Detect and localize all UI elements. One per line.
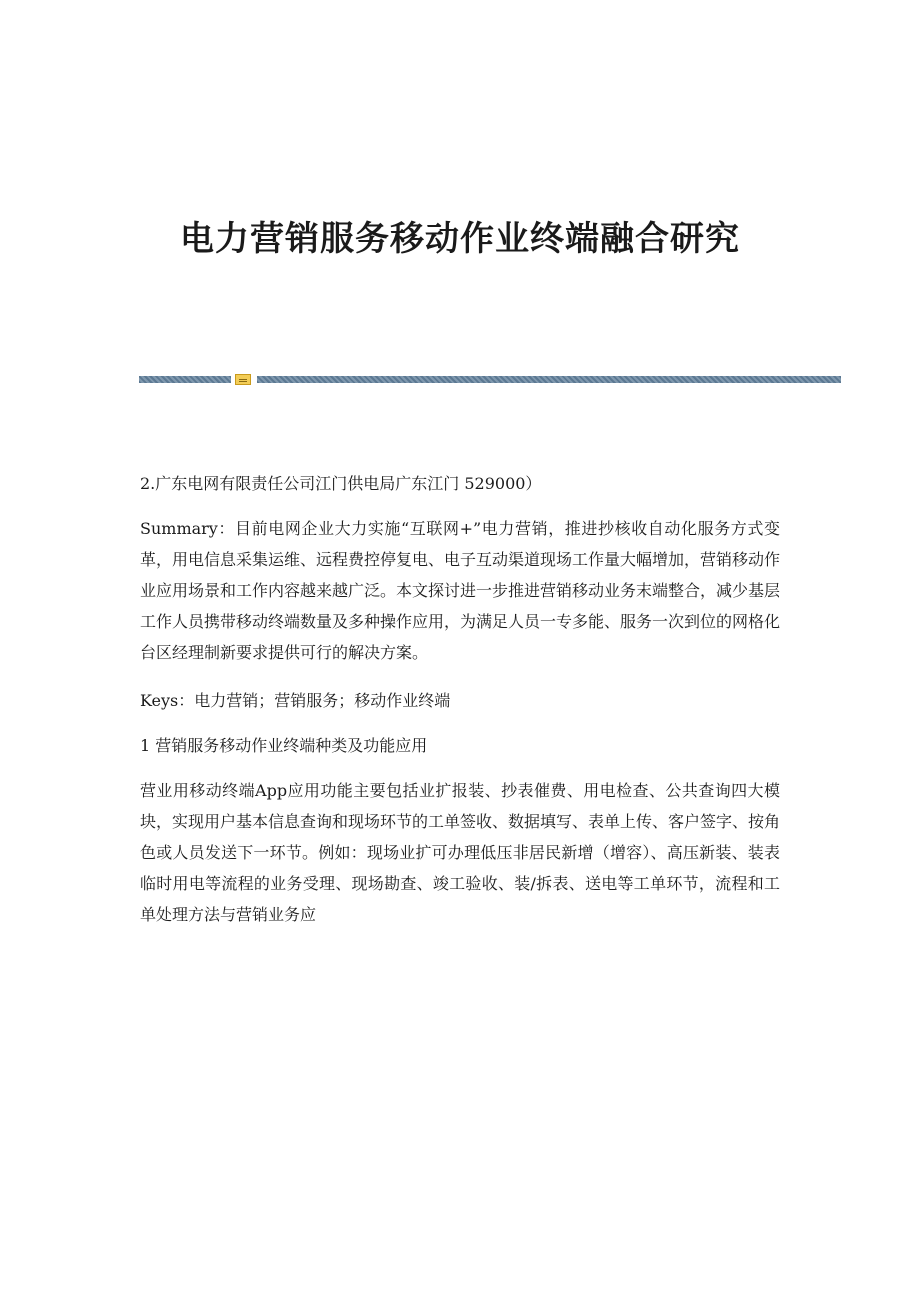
divider-bar-right (257, 376, 841, 383)
title-divider (139, 374, 841, 384)
document-title: 电力营销服务移动作业终端融合研究 (180, 219, 740, 259)
keywords-line: Keys：电力营销；营销服务；移动作业终端 (140, 691, 451, 710)
body-paragraph: 营业用移动终端App应用功能主要包括业扩报装、抄表催费、用电检查、公共查询四大模块，实现用户基本信息查询和现场环节的工单签收、数据填写、表单上传、客户签字、按角色或人员发送下一环节。例如：现场业扩可办理低压非居民新增（增容）、高压新装、装表临时用电等流程的业务受理、现场勘查、竣工验收、装/拆表、送电等工单环节，流程和工单处理方法与营销业务应 (140, 781, 781, 924)
divider-bar-left (139, 376, 231, 383)
summary-paragraph: Summary：目前电网企业大力实施“互联网+”电力营销，推进抄核收自动化服务方式变革，用电信息采集运维、远程费控停复电、电子互动渠道现场工作量大幅增加，营销移动作业应用场景和工作内容越来越广泛。本文探讨进一步推进营销移动业务末端整合，减少基层工作人员携带移动终端数量及多种操作应用，为满足人员一专多能、服务一次到位的网格化台区经理制新要求提供可行的解决方案。 (140, 519, 781, 662)
affiliation-line: 2.广东电网有限责任公司江门供电局广东江门 529000） (140, 474, 542, 493)
document-body (140, 468, 780, 947)
section-heading: 1 营销服务移动作业终端种类及功能应用 (140, 736, 428, 755)
divider-emblem-icon (235, 374, 251, 385)
